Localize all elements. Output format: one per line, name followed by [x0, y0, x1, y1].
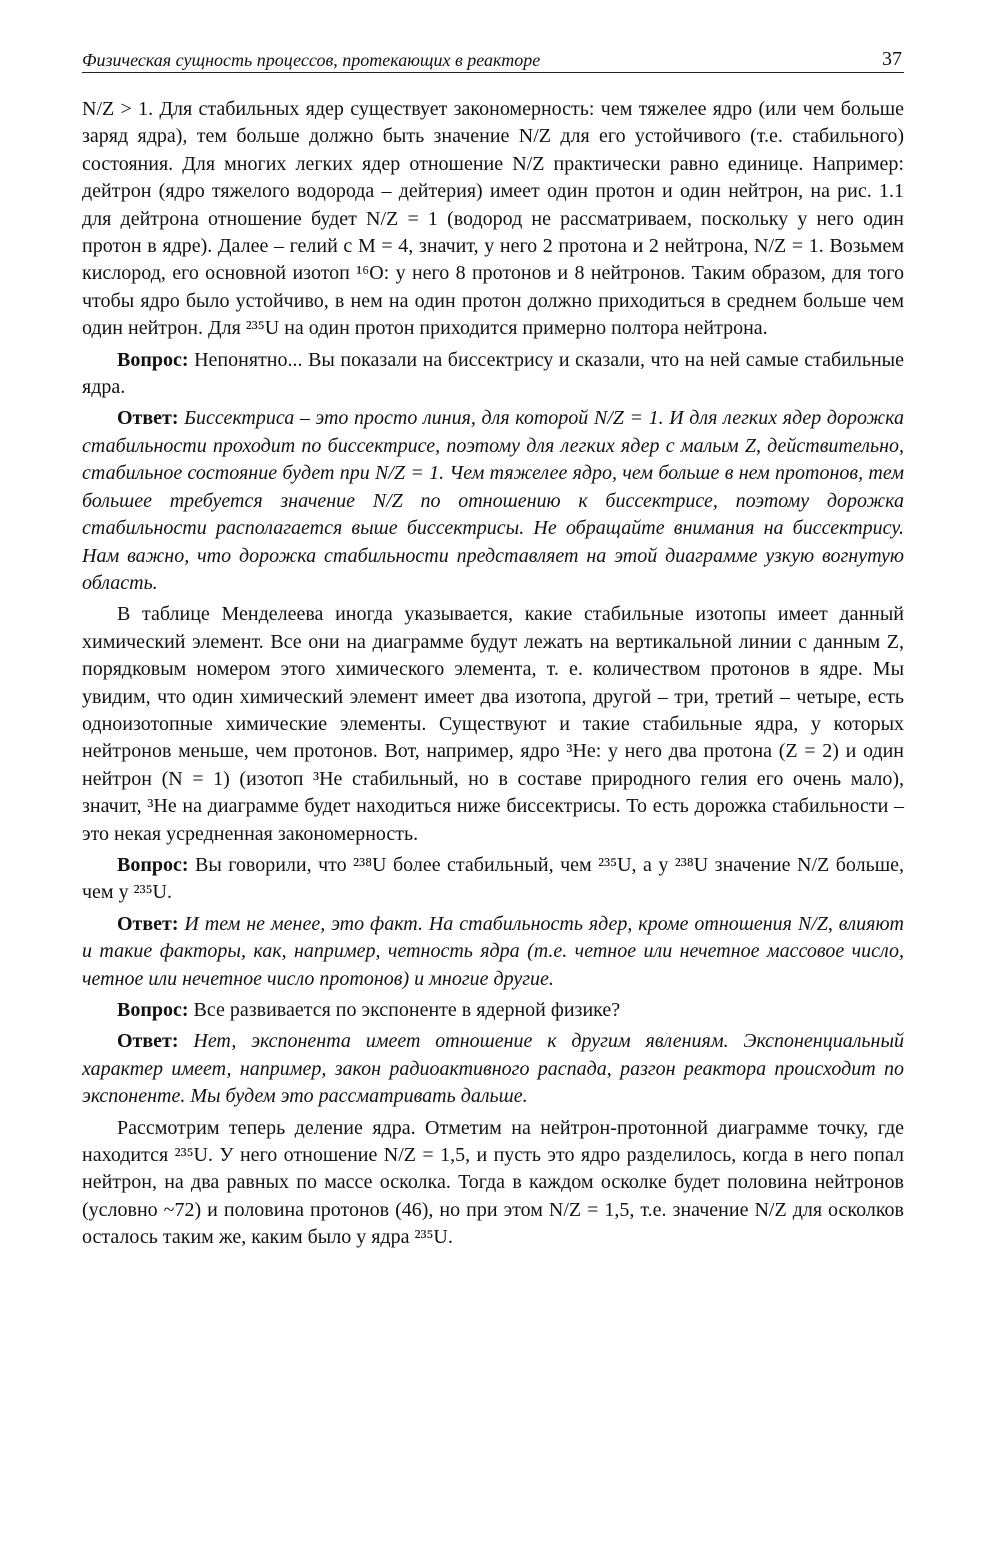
running-title: Физическая сущность процессов, протекающих в реакторе	[82, 50, 541, 70]
answer-text: И тем не менее, это факт. На стабильность ядер, кроме отношения N/Z, влияют и такие факторы, как, например, четность ядра (т.е. четное или нечетное массовое число, четное или нечетное число протонов) и многие другие.	[82, 912, 904, 990]
page-header	[82, 48, 904, 73]
question-label: Вопрос:	[117, 853, 189, 876]
paragraph-intro: N/Z > 1. Для стабильных ядер существует закономерность: чем тяжелее ядро (или чем больше заряд ядра), тем больше должно быть значение N/Z для его устойчивого (т.е. стабильного) состояния. Для многих легких ядер отношение N/Z практически равно единице. Например: дейтрон (ядро тяжелого водорода – дейтерия) имеет один протон и один нейтрон, на рис. 1.1 для дейтрона отношение будет N/Z = 1 (водород не рассматриваем, поскольку у него один протон в ядре). Далее – гелий с M = 4, значит, у него 2 протона и 2 нейтрона, N/Z = 1. Возьмем кислород, его основной изотоп ¹⁶O: у него 8 протонов и 8 нейтронов. Таким образом, для того чтобы ядро было устойчиво, в нем на один протон должно приходиться в среднем больше чем один нейтрон. Для ²³⁵U на один протон приходится примерно полтора нейтрона.	[82, 98, 904, 340]
question-label: Вопрос:	[117, 999, 189, 1021]
answer-2	[82, 911, 904, 993]
question-1	[82, 347, 904, 402]
answer-3	[82, 1028, 904, 1110]
question-label: Вопрос:	[117, 348, 189, 371]
paragraph-fission: Рассмотрим теперь деление ядра. Отметим на нейтрон-протонной диаграмме точку, где находится ²³⁵U. У него отношение N/Z = 1,5, и пусть это ядро разделилось, когда в него попал нейтрон, на два равных по массе осколка. Тогда в каждом осколке будет половина нейтронов (условно ~72) и половина протонов (46), но при этом N/Z = 1,5, т.е. значение N/Z для осколков осталось таким же, каким было у ядра ²³⁵U.	[82, 1116, 904, 1249]
answer-1	[82, 405, 904, 597]
answer-text: Биссектриса – это просто линия, для которой N/Z = 1. И для легких ядер дорожка стабильности проходит по биссектрисе, поэтому для легких ядер с малым Z, действительно, стабильное состояние будет при N/Z = 1. Чем тяжелее ядро, чем больше в нем протонов, тем большее требуется значение N/Z по отношению к биссектрисе, поэтому дорожка стабильности располагается выше биссектрисы. Не обращайте внимания на биссектрису. Нам важно, что дорожка стабильности представляет на этой диаграмме узкую вогнутую область.	[82, 407, 904, 594]
question-3	[82, 997, 904, 1024]
question-text: Непонятно... Вы показали на биссектрису и сказали, что на ней самые стабильные ядра.	[82, 348, 904, 399]
question-text: Вы говорили, что ²³⁸U более стабильный, чем ²³⁵U, а у ²³⁸U значение N/Z больше, чем у ²³⁵U.	[82, 853, 904, 904]
answer-label: Ответ:	[117, 407, 179, 430]
answer-label: Ответ:	[117, 1030, 179, 1053]
answer-text: Нет, экспонента имеет отношение к другим явлениям. Экспоненциальный характер имеет, например, закон радиоактивного распада, разгон реактора происходит по экспоненте. Мы будем это рассматривать дальше.	[82, 1030, 904, 1108]
page-number: 37	[882, 48, 902, 70]
question-text: Все развивается по экспоненте в ядерной физике?	[188, 999, 621, 1021]
answer-label: Ответ:	[117, 912, 179, 935]
paragraph-mendeleev: В таблице Менделеева иногда указывается, какие стабильные изотопы имеет данный химический элемент. Все они на диаграмме будут лежать на вертикальной линии с данным Z, порядковым номером этого химического элемента, т. е. количеством протонов в ядре. Мы увидим, что один химический элемент имеет два изотопа, другой – три, третий – четыре, есть одноизотопные химические элементы. Существуют и такие стабильные ядра, у которых нейтронов меньше, чем протонов. Вот, например, ядро ³He: у него два протона (Z = 2) и один нейтрон (N = 1) (изотоп ³He стабильный, но в составе природного гелия его очень мало), значит, ³He на диаграмме будет находиться ниже биссектрисы. То есть дорожка стабильности – это некая усредненная закономерность.	[82, 603, 904, 845]
question-2	[82, 852, 904, 907]
page-body	[82, 96, 904, 1252]
